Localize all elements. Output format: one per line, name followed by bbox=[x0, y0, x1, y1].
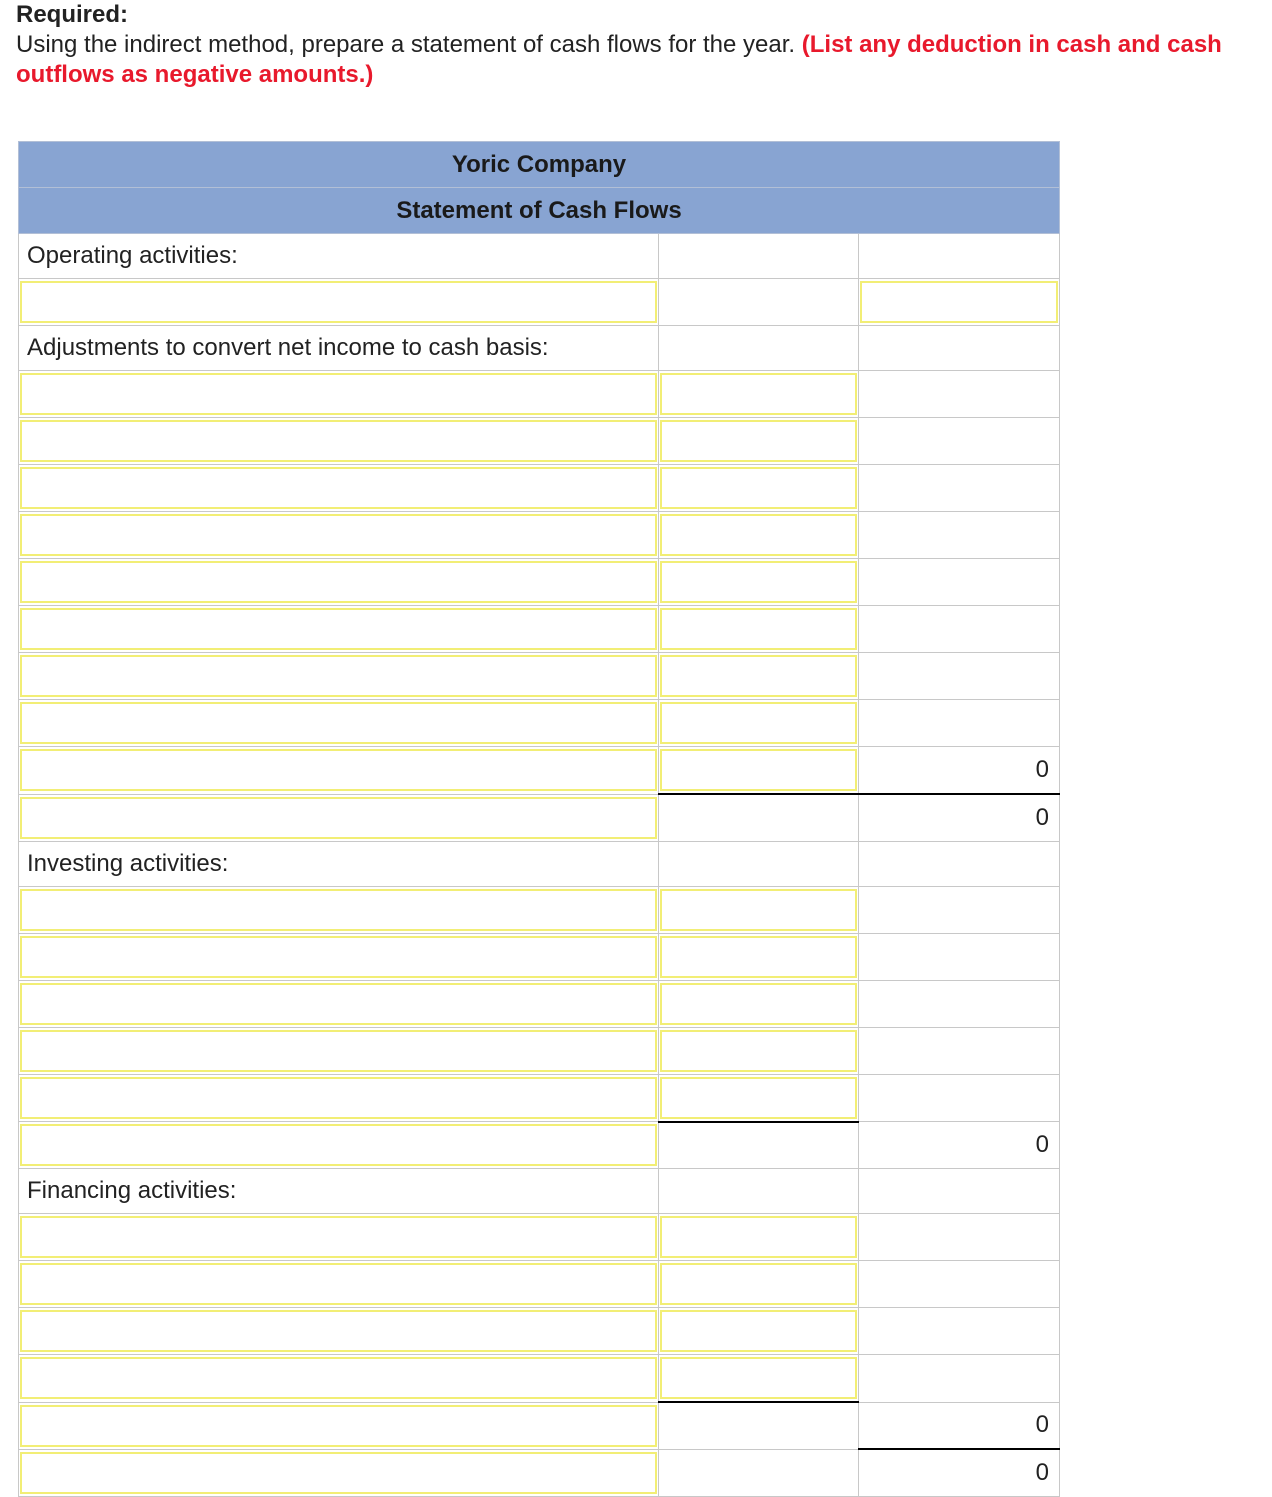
financing-label-input[interactable] bbox=[20, 1310, 657, 1352]
table-row bbox=[19, 326, 1060, 371]
empty-cell bbox=[659, 234, 859, 279]
net-income-amount-input[interactable] bbox=[860, 281, 1058, 323]
empty-cell bbox=[859, 886, 1060, 933]
adjustment-label-input[interactable] bbox=[20, 514, 657, 556]
adjustment-amount-input[interactable] bbox=[660, 655, 857, 697]
table-row bbox=[19, 1402, 1060, 1449]
empty-cell bbox=[659, 326, 859, 371]
table-row bbox=[19, 841, 1060, 886]
empty-cell bbox=[859, 326, 1060, 371]
empty-cell bbox=[659, 794, 859, 841]
investing-label-input[interactable] bbox=[20, 1030, 657, 1072]
company-name: Yoric Company bbox=[19, 142, 1060, 188]
table-row bbox=[19, 1074, 1060, 1122]
financing-label-input[interactable] bbox=[20, 1357, 657, 1399]
table-row bbox=[19, 794, 1060, 841]
adjustment-amount-input[interactable] bbox=[660, 373, 857, 415]
empty-cell bbox=[659, 1402, 859, 1449]
empty-cell bbox=[659, 841, 859, 886]
table-row bbox=[19, 980, 1060, 1027]
empty-cell bbox=[859, 465, 1060, 512]
empty-cell bbox=[859, 1027, 1060, 1074]
adjustment-amount-input[interactable] bbox=[660, 420, 857, 462]
adjustment-label-input[interactable] bbox=[20, 420, 657, 462]
investing-label-input[interactable] bbox=[20, 889, 657, 931]
adjustments-label: Adjustments to convert net income to cash basis: bbox=[19, 326, 659, 371]
empty-cell bbox=[859, 1169, 1060, 1214]
table-row bbox=[19, 653, 1060, 700]
empty-cell bbox=[859, 980, 1060, 1027]
financing-label-input[interactable] bbox=[20, 1216, 657, 1258]
empty-cell bbox=[659, 279, 859, 326]
table-row bbox=[19, 512, 1060, 559]
investing-activities-label: Investing activities: bbox=[19, 841, 659, 886]
table-row bbox=[19, 1261, 1060, 1308]
adjustments-total: 0 bbox=[859, 747, 1060, 795]
adjustment-label-input[interactable] bbox=[20, 655, 657, 697]
investing-label-input[interactable] bbox=[20, 1077, 657, 1119]
empty-cell bbox=[859, 371, 1060, 418]
table-row bbox=[19, 418, 1060, 465]
table-row bbox=[19, 1449, 1060, 1496]
investing-label-input[interactable] bbox=[20, 983, 657, 1025]
table-row bbox=[19, 1169, 1060, 1214]
empty-cell bbox=[859, 512, 1060, 559]
empty-cell bbox=[859, 1074, 1060, 1122]
table-row bbox=[19, 1027, 1060, 1074]
net-income-label-input[interactable] bbox=[20, 281, 657, 323]
cash-flow-worksheet bbox=[18, 141, 1060, 1497]
financing-amount-input[interactable] bbox=[660, 1310, 857, 1352]
financing-amount-input[interactable] bbox=[660, 1216, 857, 1258]
empty-cell bbox=[659, 1169, 859, 1214]
investing-amount-input[interactable] bbox=[660, 1030, 857, 1072]
adjustment-label-input[interactable] bbox=[20, 467, 657, 509]
net-change-total: 0 bbox=[859, 1402, 1060, 1449]
net-investing-total: 0 bbox=[859, 1122, 1060, 1169]
table-row bbox=[19, 371, 1060, 418]
empty-cell bbox=[859, 418, 1060, 465]
empty-cell bbox=[659, 1449, 859, 1496]
empty-cell bbox=[859, 1261, 1060, 1308]
instructions-note: (List any deduction in cash and cash outflows as negative amounts.) bbox=[16, 31, 1222, 88]
empty-cell bbox=[859, 1308, 1060, 1355]
table-row bbox=[19, 606, 1060, 653]
adjustment-label-input[interactable] bbox=[20, 749, 657, 791]
adjustment-amount-input[interactable] bbox=[660, 749, 857, 791]
table-row bbox=[19, 465, 1060, 512]
investing-amount-input[interactable] bbox=[660, 936, 857, 978]
financing-activities-label: Financing activities: bbox=[19, 1169, 659, 1214]
adjustment-label-input[interactable] bbox=[20, 373, 657, 415]
table-row bbox=[19, 1308, 1060, 1355]
ending-label-input[interactable] bbox=[20, 1452, 657, 1494]
empty-cell bbox=[659, 1122, 859, 1169]
table-row bbox=[19, 279, 1060, 326]
required-heading: Required: bbox=[16, 1, 129, 28]
table-row bbox=[19, 234, 1060, 279]
adjustment-amount-input[interactable] bbox=[660, 702, 857, 744]
investing-amount-input[interactable] bbox=[660, 983, 857, 1025]
empty-cell bbox=[859, 1214, 1060, 1261]
empty-cell bbox=[859, 1355, 1060, 1403]
operating-activities-label: Operating activities: bbox=[19, 234, 659, 279]
financing-label-input[interactable] bbox=[20, 1263, 657, 1305]
table-row bbox=[19, 1122, 1060, 1169]
table-row bbox=[19, 1214, 1060, 1261]
net-operating-total: 0 bbox=[859, 794, 1060, 841]
adjustment-label-input[interactable] bbox=[20, 561, 657, 603]
instructions-text bbox=[16, 30, 1266, 90]
statement-title: Statement of Cash Flows bbox=[19, 188, 1060, 234]
instructions-body: Using the indirect method, prepare a statement of cash flows for the year. bbox=[16, 31, 802, 58]
ending-total: 0 bbox=[859, 1449, 1060, 1496]
table-row bbox=[19, 886, 1060, 933]
instructions bbox=[16, 0, 1266, 90]
financing-amount-input[interactable] bbox=[660, 1263, 857, 1305]
empty-cell bbox=[859, 606, 1060, 653]
adjustment-label-input[interactable] bbox=[20, 608, 657, 650]
empty-cell bbox=[859, 559, 1060, 606]
empty-cell bbox=[859, 653, 1060, 700]
empty-cell bbox=[859, 234, 1060, 279]
adjustment-amount-input[interactable] bbox=[660, 514, 857, 556]
table-row bbox=[19, 1355, 1060, 1403]
adjustment-amount-input[interactable] bbox=[660, 561, 857, 603]
adjustment-label-input[interactable] bbox=[20, 702, 657, 744]
table-row bbox=[19, 747, 1060, 795]
table-row bbox=[19, 559, 1060, 606]
empty-cell bbox=[859, 933, 1060, 980]
investing-label-input[interactable] bbox=[20, 936, 657, 978]
financing-amount-input[interactable] bbox=[660, 1357, 857, 1399]
investing-amount-input[interactable] bbox=[660, 889, 857, 931]
investing-amount-input[interactable] bbox=[660, 1077, 857, 1119]
empty-cell bbox=[859, 700, 1060, 747]
empty-cell bbox=[859, 841, 1060, 886]
net-operating-label-input[interactable] bbox=[20, 797, 657, 839]
net-investing-label-input[interactable] bbox=[20, 1124, 657, 1166]
net-financing-label-input[interactable] bbox=[20, 1405, 657, 1447]
table-row bbox=[19, 700, 1060, 747]
adjustment-amount-input[interactable] bbox=[660, 467, 857, 509]
table-row bbox=[19, 933, 1060, 980]
adjustment-amount-input[interactable] bbox=[660, 608, 857, 650]
